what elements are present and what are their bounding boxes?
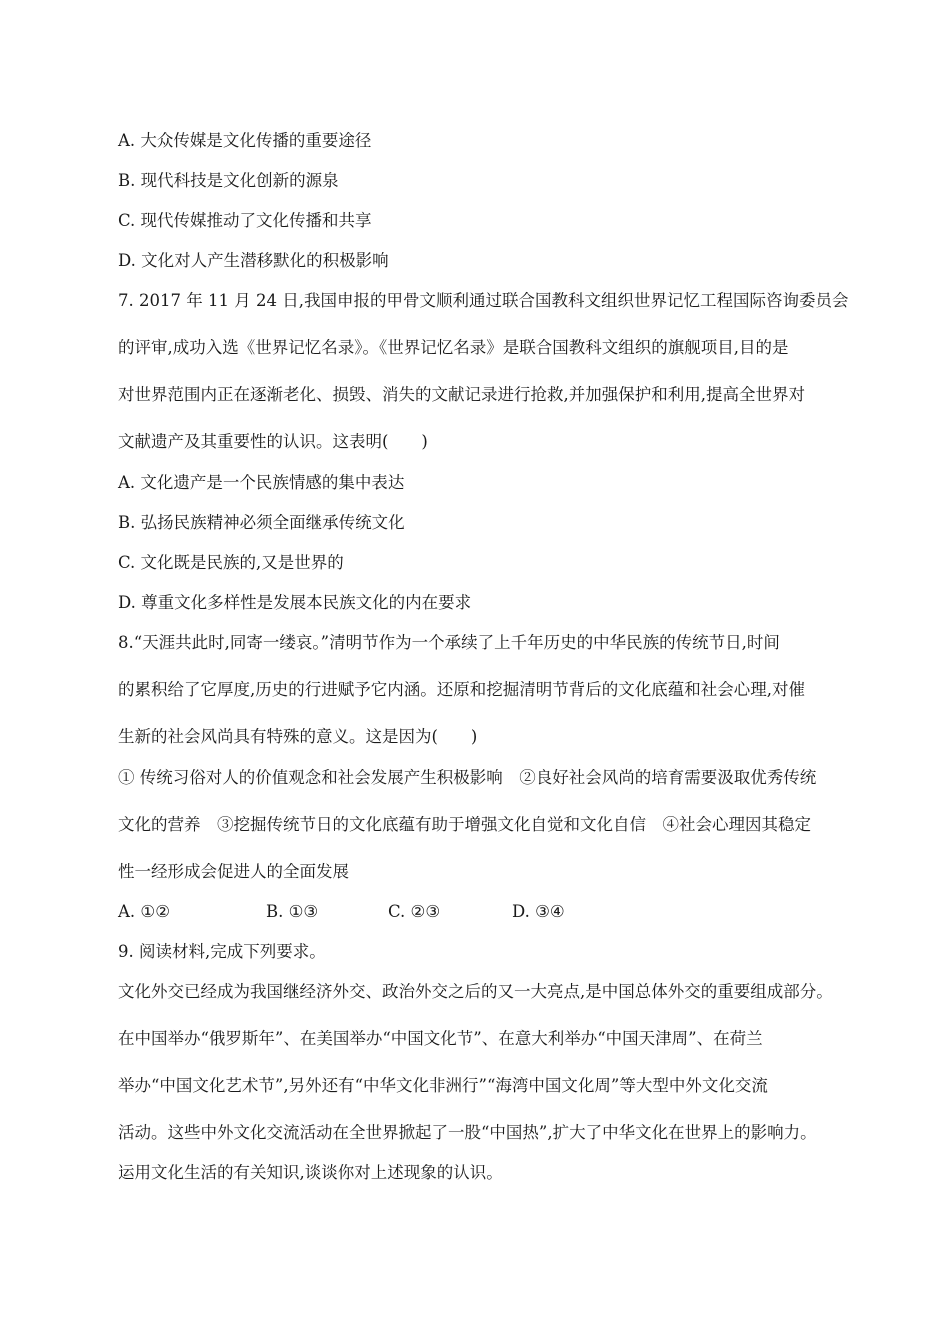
q7-option-d: D. 尊重文化多样性是发展本民族文化的内在要求	[118, 593, 472, 612]
q7-stem-line-4: 文献遗产及其重要性的认识。这表明( )	[118, 432, 428, 451]
q8-stem-line-3: 生新的社会风尚具有特殊的意义。这是因为( )	[118, 727, 478, 746]
q7-option-b: B. 弘扬民族精神必须全面继承传统文化	[118, 513, 405, 532]
q8-stem-line-1: 8.“天涯共此时,同寄一缕哀。”清明节作为一个承续了上千年历史的中华民族的传统节日,时间	[118, 633, 780, 652]
q7-option-c: C. 文化既是民族的,又是世界的	[118, 553, 344, 572]
q8-option-c: C. ②③	[388, 902, 441, 921]
q9-material-line-1: 文化外交已经成为我国继经济外交、政治外交之后的又一大亮点,是中国总体外交的重要组成部分。	[118, 982, 833, 1001]
q9-material-line-3: 举办“中国文化艺术节”,另外还有“中华文化非洲行”“海湾中国文化周”等大型中外文化交流	[118, 1076, 768, 1095]
q6-option-b: B. 现代科技是文化创新的源泉	[118, 171, 339, 190]
q8-stem-line-2: 的累积给了它厚度,历史的行进赋予它内涵。还原和挖掘清明节背后的文化底蕴和社会心理,对催	[118, 680, 805, 699]
q7-stem-line-1: 7. 2017 年 11 月 24 日,我国申报的甲骨文顺利通过联合国教科文组织世界记忆工程国际咨询委员会	[118, 291, 849, 310]
q9-material-line-4: 活动。这些中外文化交流活动在全世界掀起了一股“中国热”,扩大了中华文化在世界上的影响力。	[118, 1123, 817, 1142]
q6-option-c: C. 现代传媒推动了文化传播和共享	[118, 211, 372, 230]
q9-title: 9. 阅读材料,完成下列要求。	[118, 942, 326, 961]
q6-option-a: A. 大众传媒是文化传播的重要途径	[118, 131, 372, 150]
q8-stem-line-4: ① 传统习俗对人的价值观念和社会发展产生积极影响 ②良好社会风尚的培育需要汲取优秀传统	[118, 768, 817, 787]
q8-option-a: A. ①②	[118, 902, 170, 921]
q6-option-d: D. 文化对人产生潜移默化的积极影响	[118, 251, 389, 270]
q7-option-a: A. 文化遗产是一个民族情感的集中表达	[118, 473, 405, 492]
q8-option-d: D. ③④	[512, 902, 565, 921]
q9-material-line-2: 在中国举办“俄罗斯年”、在美国举办“中国文化节”、在意大利举办“中国天津周”、在荷兰	[118, 1029, 763, 1048]
q7-stem-line-3: 对世界范围内正在逐渐老化、损毁、消失的文献记录进行抢救,并加强保护和利用,提高全世界对	[118, 385, 805, 404]
q7-stem-line-2: 的评审,成功入选《世界记忆名录》。《世界记忆名录》是联合国教科文组织的旗舰项目,目的是	[118, 338, 789, 357]
q8-option-b: B. ①③	[266, 902, 319, 921]
q8-options-row	[118, 901, 890, 923]
q8-stem-line-5: 文化的营养 ③挖掘传统节日的文化底蕴有助于增强文化自觉和文化自信 ④社会心理因其稳定	[118, 815, 811, 834]
q8-stem-line-6: 性一经形成会促进人的全面发展	[118, 862, 349, 881]
q9-requirement: 运用文化生活的有关知识,谈谈你对上述现象的认识。	[118, 1163, 503, 1182]
